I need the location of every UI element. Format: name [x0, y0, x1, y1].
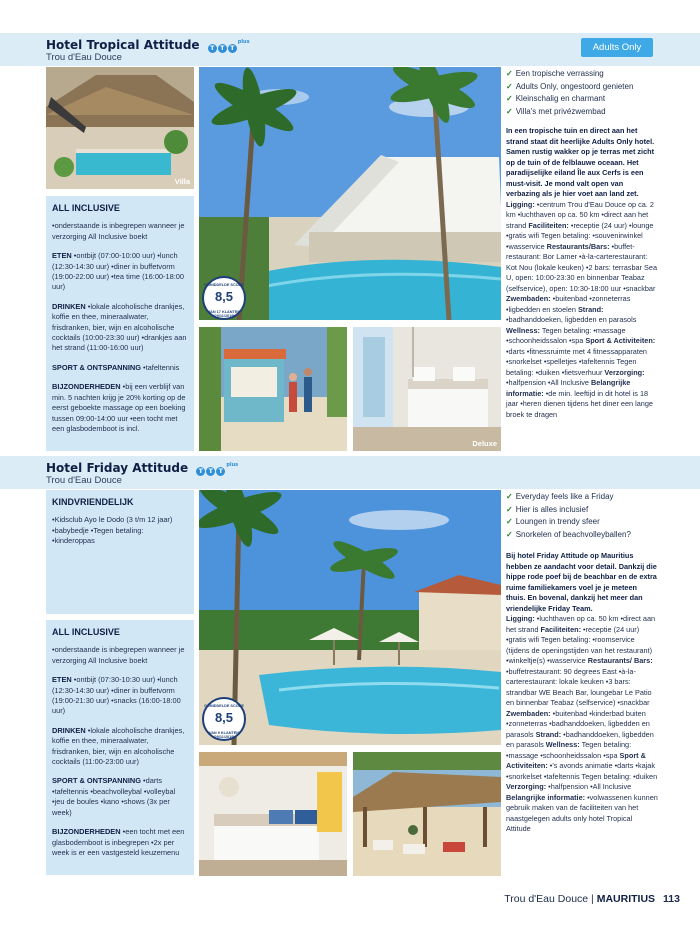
- check-icon: ✓: [506, 529, 513, 539]
- hotel1-bijzonderheden: BIJZONDERHEDEN •bij een verblijf van min. 5 nachten krijg je 20% korting op de eerst geboekte massage op een boeking tussen 09:00-14:00 uur •een tocht met een glasbodemboot is incl.: [52, 382, 186, 433]
- hotel2-bijzonderheden: BIJZONDERHEDEN •een tocht met een glasbodemboot is inbegrepen •2x per week is er een vastgesteld keuzemenu: [52, 827, 185, 857]
- footer-country: MAURITIUS: [596, 893, 656, 905]
- beach-bar-photo: [199, 327, 347, 451]
- deluxe-room-photo: [353, 327, 501, 451]
- hotel1-highlight: ✓ Kleinschalig en charmant: [506, 94, 606, 104]
- adults-only-badge: Adults Only: [581, 38, 653, 57]
- hotel1-score-caption: GEMIDDELDE SCORE: [204, 283, 244, 287]
- hotel1-location: Trou d'Eau Douce: [46, 52, 122, 63]
- hotel2-kids-title: KINDVRIENDELIJK: [52, 497, 134, 507]
- hotel1-title: [46, 38, 250, 53]
- hotel1-details: Ligging: •centrum Trou d'Eau Douce op ca. 2 km •luchthaven op ca. 50 km •direct aan het strand Faciliteiten: •receptie (24 uur) •lounge •gratis wifi Tegen betaling: •souvenirwinkel •wasservice Restaurants/Bars: •buffet-restaurant: Bor Lamer •à-la-carterestaurant: Kot Nou (lokale keuken) •2 bars: terrasbar Sea U, open: 10:00-23:30 en binnenbar Teabaz (selfservice), open: 10:30-18:00 uur •snackbar Zwembaden: •buitenbad •zonneterras •ligbedden en stoelen Strand: •badhanddoeken, ligbedden en parasols Wellness: Tegen betaling: •massage •schoonheidssalon •spa Sport & Activiteiten: •darts •fitnessruimte met 4 fitnessapparaten •snorkelset •spelletjes •tafeltennis Tegen betaling: •duiken •fietsverhuur Verzorging: •halfpension •All Inclusive Belangrijke informatie: •de min. leeftijd in dit hotel is 18 jaar •heren dienen tijdens het diner een lange broek te dragen: [506, 199, 658, 419]
- hotel1-sport: SPORT & ONTSPANNING •tafeltennis: [52, 362, 180, 372]
- hotel2-location: Trou d'Eau Douce: [46, 475, 122, 486]
- hotel1-score-badge: [202, 276, 246, 320]
- check-icon: ✓: [506, 517, 513, 527]
- hotel2-intro: Bij hotel Friday Attitude op Mauritius hebben ze aandacht voor detail. Dankzij die hippe rode poef bij de beachbar en de extra ruime familiekamers voel je je meteen thuis. En bovenal, dankzij het meer dan vriendelijke Friday Team.: [506, 551, 657, 613]
- hotel2-kids-text: •Kidsclub Ayo le Dodo (3 t/m 12 jaar) •babybedje •Tegen betaling: •kinderoppas: [52, 515, 173, 546]
- hotel2-details: Ligging: •luchthaven op ca. 50 km •direct aan het strand Faciliteiten: •receptie (24 uur) •gratis wifi Tegen betaling: •roomservice (tijdens de openingstijden van het restaurant) •winkeltje(s) •wasservice Restaurants/ Bars: •buffetrestaurant: 90 degrees East •à-la-carterestaurant: lokale keuken •3 bars: strandbar WE Beach Bar, loungebar Le Patio en binnenbar Teabaz (selfservice) •snackbar Zwembaden: •buitenbad •kinderbad buiten •zonneterras •badhanddoeken, ligbedden en parasols Strand: •badhanddoeken, ligbedden en parasols Wellness: Tegen betaling: •massage •schoonheidssalon •spa Sport & Activiteiten: •'s avonds animatie •darts •kajak •snorkelset •tafeltennis Tegen betaling: •duiken Verzorging: •halfpension •All Inclusive Belangrijke informatie: •volwassenen kunnen gebruik maken van de faciliteiten van het naastgelegen adults only hotel Tropical Attitude: [506, 614, 658, 834]
- hotel2-sport: SPORT & ONTSPANNING •darts •tafeltennis •beachvolleybal •volleybal •jeu de boules •kano •shows (3x per week): [52, 776, 176, 817]
- hotel2-box-intro: •onderstaande is inbegrepen wanneer je verzorging All Inclusive boekt: [52, 645, 185, 665]
- hotel1-name: Hotel Tropical Attitude: [46, 38, 200, 52]
- hotel1-rating-icons: T T $T^{plus}$: [208, 39, 250, 53]
- hotel2-title: [46, 461, 238, 476]
- hotel2-name: Hotel Friday Attitude: [46, 461, 189, 475]
- hotel1-drinken: DRINKEN •lokale alcoholische drankjes, koffie en thee, mineraalwater, frisdranken, bier, wijn en alcoholische cocktails (10:00-23:30 uur) •drankjes aan het strand (11:00-16:00 uur): [52, 301, 187, 353]
- villa-photo-label: Villa: [174, 177, 190, 186]
- hotel2-highlight: ✓ Hier is alles inclusief: [506, 504, 589, 514]
- villa-photo: [46, 67, 194, 189]
- check-icon: ✓: [506, 94, 513, 104]
- check-icon: ✓: [506, 492, 513, 501]
- hotel1-highlight: ✓ Een tropische verrassing: [506, 69, 604, 78]
- hotel2-drinken: DRINKEN •lokale alcoholische drankjes, koffie en thee, mineraalwater, frisdranken, bier, wijn en alcoholische cocktails (11:00-23:00 uur): [52, 725, 185, 767]
- hotel2-description: [506, 491, 658, 835]
- pool-main-photo: [199, 490, 501, 745]
- hotel2-rating-icons: T T $T^{plus}$: [196, 462, 238, 476]
- check-icon: ✓: [506, 504, 513, 514]
- check-icon: ✓: [506, 81, 513, 91]
- hotel2-score-caption: GEMIDDELDE SCORE: [204, 704, 244, 708]
- footer-location: Trou d'Eau Douce: [504, 893, 589, 905]
- hotel2-box-title: ALL INCLUSIVE: [52, 627, 120, 637]
- footer-separator: |: [588, 893, 597, 905]
- resort-main-photo: [199, 67, 501, 320]
- hotel1-score-value: 8,5: [214, 289, 234, 304]
- hotel1-box-intro: •onderstaande is inbegrepen wanneer je verzorging All Inclusive boekt: [52, 221, 185, 241]
- hotel2-highlight: ✓ Snorkelen of beachvolleyballen?: [506, 529, 631, 539]
- hotel1-eten: ETEN •ontbijt (07:00-10:00 uur) •lunch (12:30-14:30 uur) •diner in buffetvorm (19:00-22:00 uur) •tea time (16:00-18:00 uur): [52, 251, 185, 292]
- hotel2-score-source: VAN 9 KLANTEN (29/11/2019): [208, 731, 240, 739]
- hotel2-highlight: ✓ Everyday feels like a Friday: [506, 492, 614, 501]
- deluxe-photo-label: Deluxe: [472, 439, 497, 448]
- hotel1-description: [506, 68, 658, 420]
- hotel1-highlight: ✓ Villa's met privézwembad: [506, 106, 606, 116]
- check-icon: ✓: [506, 106, 513, 116]
- check-icon: ✓: [506, 69, 513, 78]
- hotel2-score-value: 8,5: [214, 710, 234, 725]
- hotel2-kids-box: [46, 490, 194, 614]
- beach-lounge-photo: [353, 752, 501, 876]
- hotel1-all-inclusive-box: [46, 196, 194, 451]
- hotel1-intro: In een tropische tuin en direct aan het strand staat dit heerlijke Adults Only hotel. Samen rustig wakker op je terras met zicht op de tuin of de felblauwe oceaan. Het paradijselijke eiland Île aux Cerfs is een must-visit. Je mond valt open van verbazing als je hier voet aan land zet.: [506, 126, 655, 199]
- hotel2-eten: ETEN •ontbijt (07:30-10:30 uur) •lunch (12:30-14:30 uur) •diner in buffetvorm (19:00-21:30 uur) •snacks (16:00-18:00 uur): [52, 675, 181, 716]
- hotel1-highlight: ✓ Adults Only, ongestoord genieten: [506, 81, 634, 91]
- hotel2-score-badge: [202, 697, 246, 741]
- hotel2-highlight: ✓ Loungen in trendy sfeer: [506, 517, 600, 527]
- page-number: 113: [663, 893, 680, 905]
- hotel2-all-inclusive-box: [46, 620, 194, 875]
- hotel1-box-title: ALL INCLUSIVE: [52, 203, 120, 213]
- page-footer: [504, 893, 680, 905]
- hotel1-score-source: VAN 17 KLANTEN (29/11/2019): [207, 310, 241, 318]
- room-photo: [199, 752, 347, 876]
